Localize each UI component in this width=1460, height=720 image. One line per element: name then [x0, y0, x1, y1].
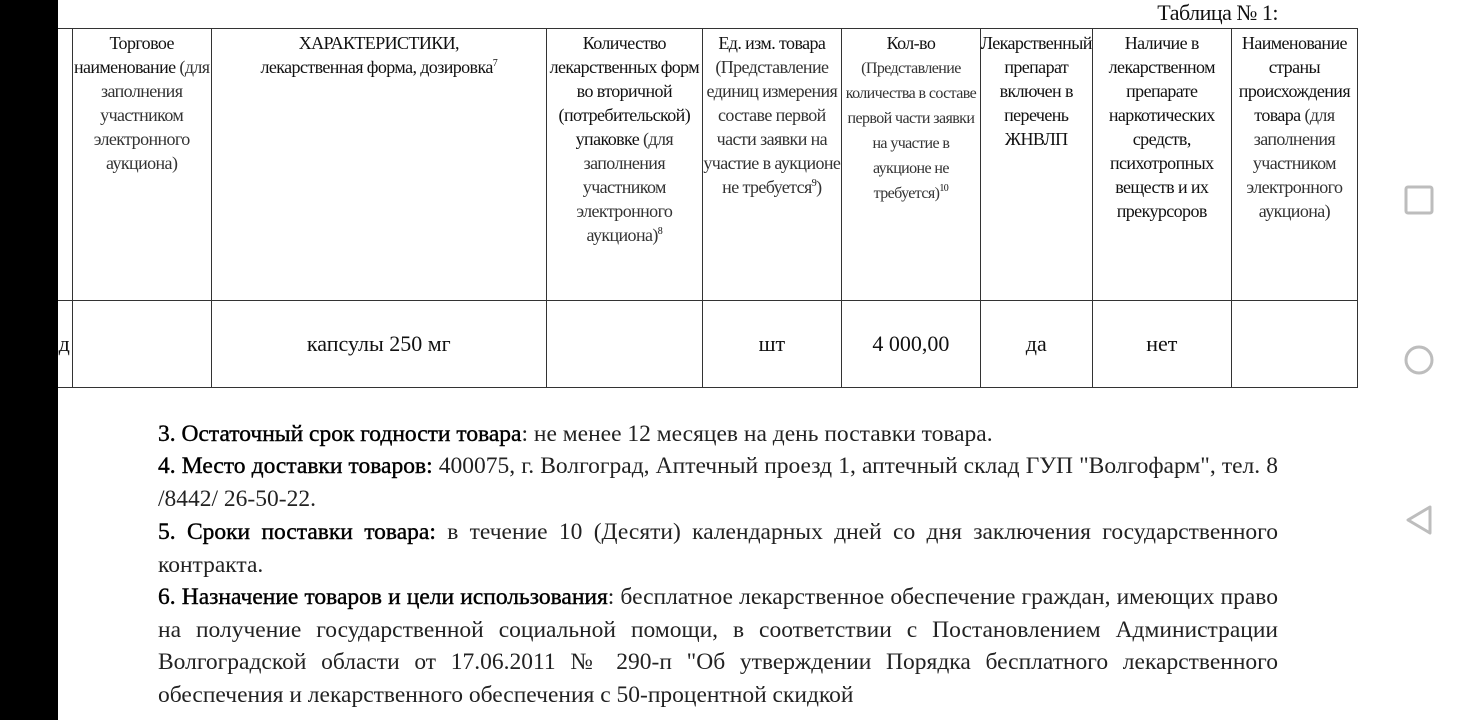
spec-table: [58, 28, 1358, 388]
cell-trade-name: [72, 301, 211, 388]
cell-country: [1231, 301, 1357, 388]
cell-pack-qty: [547, 301, 703, 388]
cell-unit: шт: [702, 301, 841, 388]
system-navigation-bar: [1378, 0, 1460, 720]
paragraph-expiry: 3. Остаточный срок годности товара: не менее 12 месяцев на день поставки товара.: [158, 421, 993, 447]
square-recents-icon[interactable]: [1404, 185, 1434, 215]
cell-characteristics: капсулы 250 мг: [211, 301, 546, 388]
table-header-row: [58, 29, 1358, 301]
left-black-margin: [0, 0, 58, 720]
cell-narcotic: нет: [1092, 301, 1231, 388]
paragraph-purpose: 6. Назначение товаров и цели использования: бесплатное лекарственное обеспечение граждан, имеющих право на получение государственной социальной помощи, в соответствии с Постановлением Администрации Волгоградской области от 17.06.2011 № 290-п "Об утверждении Порядка бесплатного лекарственного обеспечения и лекарственного обеспечения с 50-процентной скидкой: [158, 584, 1278, 708]
cell-vital: да: [980, 301, 1092, 388]
header-pack-qty: Количество лекарственных форм во вторичной (потребительской) упаковке (для заполнения участником электронного аукциона)$^8$: [547, 29, 703, 301]
header-characteristics: ХАРАКТЕРИСТИКИ, лекарственная форма, дозировка$^7$: [211, 29, 546, 301]
cell-qty: 4 000,00: [842, 301, 981, 388]
document-page[interactable]: [58, 0, 1378, 720]
header-vital-list: Лекарственный препарат включен в перечень ЖНВЛП: [980, 29, 1092, 301]
triangle-back-icon[interactable]: [1404, 505, 1434, 535]
header-trade-name: Торговое наименование (для заполнения участником электронного аукциона): [72, 29, 211, 301]
header-narcotic: Наличие в лекарственном препарате наркотических средств, психотропных веществ и их прекурсоров: [1092, 29, 1231, 301]
paragraph-delivery-place: 4. Место доставки товаров: 400075, г. Волгоград, Аптечный проезд 1, аптечный склад ГУП "Волгофарм", тел. 8 /8442/ 26-50-22.: [158, 453, 1279, 512]
paragraph-delivery-terms: 5. Сроки поставки товара: в течение 10 (Десяти) календарных дней со дня заключения государственного контракта.: [158, 519, 1278, 578]
cell-cut: д: [58, 301, 72, 388]
table-row: [58, 301, 1358, 388]
header-qty: Кол-во (Представление количества в составе первой части заявки на участие в аукционе не требуется)$^{10}$: [842, 29, 981, 301]
circle-home-icon[interactable]: [1404, 345, 1434, 375]
header-cell-cut: [58, 29, 72, 301]
header-country: Наименование страны происхождения товара (для заполнения участником электронного аукциона): [1231, 29, 1357, 301]
table-caption: Таблица № 1:: [1157, 0, 1278, 25]
header-unit: Ед. изм. товара (Представление единиц измерения составе первой части заявки на участие в аукционе не требуется$^9$): [702, 29, 841, 301]
